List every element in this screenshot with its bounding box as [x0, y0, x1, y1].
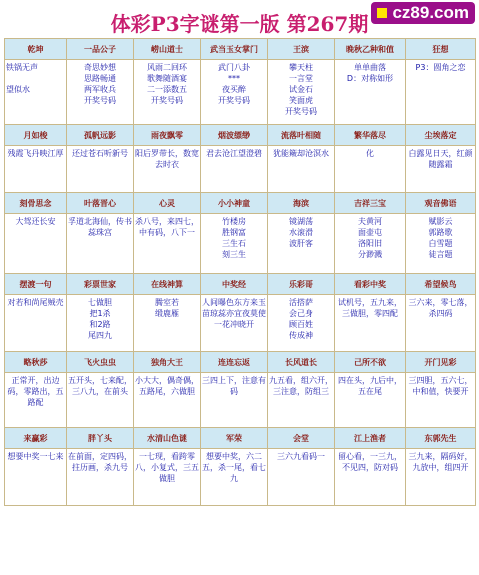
- column-header: 飞火虫虫: [67, 352, 134, 373]
- column-header: 长风道长: [268, 352, 335, 373]
- riddle-cell: 一七现，看跨零八，小复式，三五做胆: [134, 449, 201, 506]
- riddle-cell: 夫黄河 面壶屯 洛阳旧 分渺溅: [335, 214, 406, 274]
- riddle-cell: 单单曲落 D：对称如形: [335, 60, 406, 125]
- column-header: 王滨: [268, 39, 335, 60]
- column-header: 摆渡一句: [5, 274, 67, 295]
- riddle-cell: 奇思妙想 思路畅通 两军收兵 开奖号码: [67, 60, 134, 125]
- watermark-text: cz89.com: [392, 3, 469, 22]
- column-header: 水清山色谜: [134, 428, 201, 449]
- riddle-cell: 君去沧江望澄碧: [201, 146, 268, 193]
- column-header: 烟波缥缈: [201, 125, 268, 146]
- riddle-cell: 三六来，零七落，杀四码: [406, 295, 476, 352]
- header-row: [5, 39, 476, 60]
- column-header: 江上渔者: [335, 428, 406, 449]
- riddle-cell: 三九来，隔码好，九放中，组四开: [406, 449, 476, 506]
- column-header: 月如梭: [5, 125, 67, 146]
- column-header: 晚秋乙种和值: [335, 39, 406, 60]
- column-header: 连连忘返: [201, 352, 268, 373]
- riddle-cell: 试机号，五九来，三做胆，零四配: [335, 295, 406, 352]
- riddle-cell: 九五看，组六开，三注意，防组三: [268, 373, 335, 428]
- riddle-cell: 腾室若 缎鹿雁: [134, 295, 201, 352]
- column-header: 武当玉女掌门: [201, 39, 268, 60]
- riddle-cell: 小大大，偶奇偶，五路尾，六做胆: [134, 373, 201, 428]
- content-row: [5, 295, 476, 352]
- riddle-cell: 活搭萨 会己身 顾百姓 传成神: [268, 295, 335, 352]
- riddle-cell: 化: [335, 146, 406, 193]
- column-header: 繁华落尽: [335, 125, 406, 146]
- column-header: 一品公子: [67, 39, 134, 60]
- riddle-cell: 三四胆，五六七，中和值，快要开: [406, 373, 476, 428]
- riddle-cell: 在前面，定四码，拄历画，杀九号: [67, 449, 134, 506]
- riddle-cell: 残霞飞丹映江厚: [5, 146, 67, 193]
- column-header: 希望候鸟: [406, 274, 476, 295]
- column-header: 来赢彩: [5, 428, 67, 449]
- column-header: 独角大王: [134, 352, 201, 373]
- riddle-cell: 阳后罗带长，数宽去时衣: [134, 146, 201, 193]
- header-row: [5, 125, 476, 146]
- header-row: [5, 352, 476, 373]
- riddle-cell: 七做胆 把1杀 和2路 尾四九: [67, 295, 134, 352]
- column-header: 乾坤: [5, 39, 67, 60]
- content-row: [5, 214, 476, 274]
- column-header: 略秋莎: [5, 352, 67, 373]
- riddle-cell: 留心看，一三九，不见四，防对码: [335, 449, 406, 506]
- column-header: 狂想: [406, 39, 476, 60]
- column-header: 海滨: [268, 193, 335, 214]
- column-header: 乐彩哥: [268, 274, 335, 295]
- riddle-cell: 白露见日天，红颜随露霜: [406, 146, 476, 193]
- content-row: [5, 373, 476, 428]
- riddle-cell: 三六九看码一: [268, 449, 335, 506]
- square-icon: [377, 8, 387, 18]
- riddle-cell: 赋影云 郭路歌 白雪题 徒言题: [406, 214, 476, 274]
- riddle-cell: 竹楼房 胜钢富 三生石 刻三生: [201, 214, 268, 274]
- content-row: [5, 449, 476, 506]
- header-row: [5, 274, 476, 295]
- column-header: 吉祥三宝: [335, 193, 406, 214]
- column-header: 小小神童: [201, 193, 268, 214]
- riddle-cell: 风雨二回环 歌舞随酒宴 二一添数五 开奖号码: [134, 60, 201, 125]
- column-header: 会堂: [268, 428, 335, 449]
- riddle-cell: 犹能簸却沧溟水: [268, 146, 335, 193]
- column-header: 中奖经: [201, 274, 268, 295]
- watermark-badge: [371, 2, 475, 24]
- riddle-cell: 攀天柱 一言堂 试金石 笑面虎 开奖号码: [268, 60, 335, 125]
- riddle-cell: 铁锅无声 望似水: [5, 60, 67, 125]
- riddle-cell: 正常开，出边码，零路出，五路配: [5, 373, 67, 428]
- header-row: [5, 428, 476, 449]
- column-header: 流落叶相随: [268, 125, 335, 146]
- content-row: [5, 146, 476, 193]
- riddle-cell: 四在头，九后中，五在尾: [335, 373, 406, 428]
- header-row: [5, 193, 476, 214]
- column-header: 彩票世家: [67, 274, 134, 295]
- page-title: 体彩P3字谜第一版 第267期: [110, 12, 369, 36]
- riddle-cell: 想要中奖，六二五，杀一尾，看七九: [201, 449, 268, 506]
- riddle-cell: P3：圆角之恋: [406, 60, 476, 125]
- riddle-cell: 想要中奖一七来: [5, 449, 67, 506]
- riddle-cell: 杀八号，来四七，中有码，八下一: [134, 214, 201, 274]
- riddle-cell: 还过苍石听新号: [67, 146, 134, 193]
- column-header: 崂山道士: [134, 39, 201, 60]
- column-header: 看彩中奖: [335, 274, 406, 295]
- column-header: 己所不欲: [335, 352, 406, 373]
- column-header: 军荣: [201, 428, 268, 449]
- column-header: 刻骨思念: [5, 193, 67, 214]
- riddle-cell: 人间曝色东方来玉苗琼蕊亦宜夜莫使一花冲晓开: [201, 295, 268, 352]
- column-header: 尘埃落定: [406, 125, 476, 146]
- riddle-cell: 武门八卦 *** 夜买醉 开奖号码: [201, 60, 268, 125]
- riddle-grid: [4, 38, 476, 506]
- column-header: 心灵: [134, 193, 201, 214]
- column-header: 雨夜飘零: [134, 125, 201, 146]
- column-header: 东郭先生: [406, 428, 476, 449]
- column-header: 观音佛语: [406, 193, 476, 214]
- riddle-cell: 五开头，七来配，三八九，在前头: [67, 373, 134, 428]
- riddle-cell: 对若和尚尾贼壳: [5, 295, 67, 352]
- riddle-cell: 孚道北海仙，传书蕊珠宫: [67, 214, 134, 274]
- column-header: 在线神算: [134, 274, 201, 295]
- content-row: [5, 60, 476, 125]
- riddle-cell: 大驾还长安: [5, 214, 67, 274]
- column-header: 叶落晋心: [67, 193, 134, 214]
- riddle-cell: 三四上下，注意有码: [201, 373, 268, 428]
- riddle-cell: 镜湖荡 水滚滑 波肝客: [268, 214, 335, 274]
- column-header: 孤帆远影: [67, 125, 134, 146]
- column-header: 胖丫头: [67, 428, 134, 449]
- column-header: 开门见彩: [406, 352, 476, 373]
